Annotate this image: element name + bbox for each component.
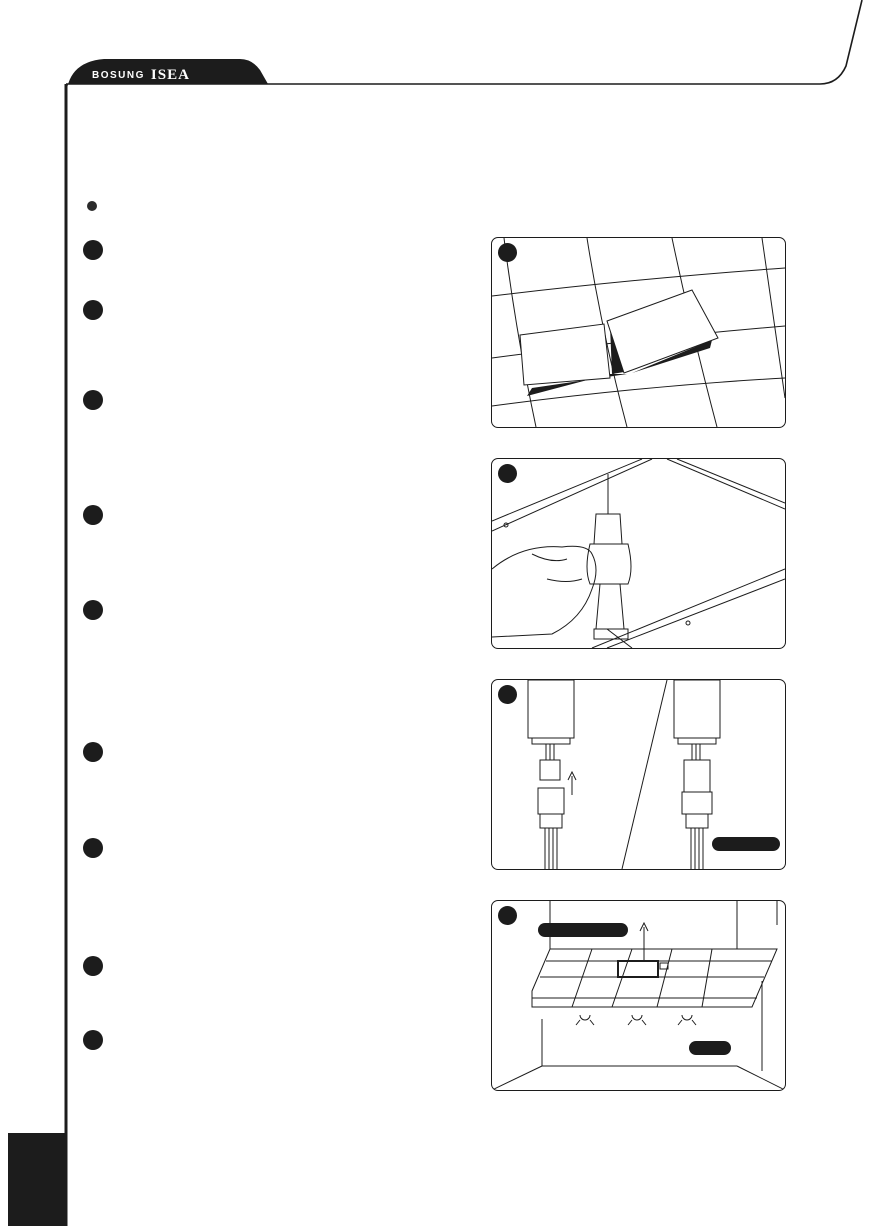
print-info xyxy=(0,1217,877,1226)
brand-large-text: ISEA xyxy=(150,66,190,83)
figure-drill xyxy=(491,458,786,649)
figure-number-4 xyxy=(498,906,517,925)
step-badge-4 xyxy=(83,505,103,525)
drill-illustration xyxy=(492,459,785,648)
step-badge-8 xyxy=(83,956,103,976)
figure-3-label xyxy=(712,837,780,851)
step-badge-9 xyxy=(83,1030,103,1050)
figure-number-3 xyxy=(498,685,517,704)
brand-logo xyxy=(92,67,190,83)
step-badge-2 xyxy=(83,300,103,320)
page-number-tab xyxy=(8,1133,66,1226)
figure-room-ceiling xyxy=(491,900,786,1091)
step-badge-6 xyxy=(83,742,103,762)
section-bullet xyxy=(87,201,97,211)
room-illustration xyxy=(492,901,785,1090)
figure-4-label-top xyxy=(538,923,628,937)
step-badge-7 xyxy=(83,838,103,858)
figure-connectors xyxy=(491,679,786,870)
figure-4-label-bottom xyxy=(689,1041,731,1055)
step-badge-5 xyxy=(83,600,103,620)
brand-small-text: BOSUNG xyxy=(92,69,145,81)
ceiling-tiles-illustration xyxy=(492,238,785,427)
step-badge-1 xyxy=(83,240,103,260)
step-badge-3 xyxy=(83,390,103,410)
figure-number-2 xyxy=(498,464,517,483)
figure-number-1 xyxy=(498,243,517,262)
figure-ceiling-tiles xyxy=(491,237,786,428)
